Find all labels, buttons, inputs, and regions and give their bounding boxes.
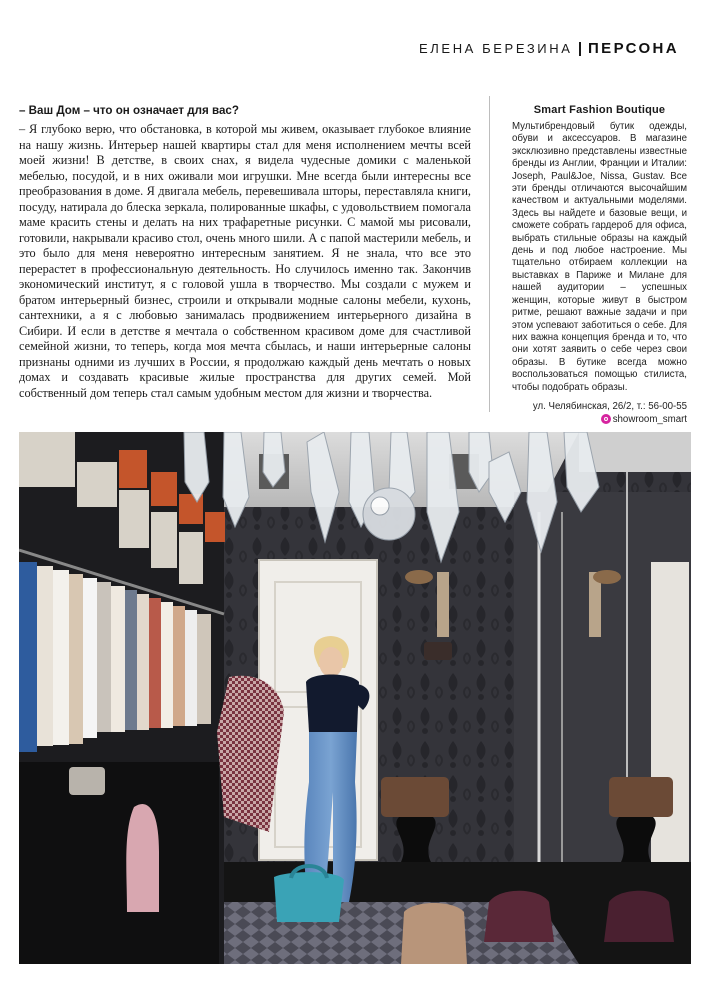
orange-box-2	[151, 472, 177, 506]
page-header	[419, 40, 679, 57]
garment-white-4	[185, 610, 197, 726]
garment-cream-2	[137, 594, 149, 730]
drawer-unit	[19, 762, 219, 964]
wall-hanger-left	[437, 572, 449, 637]
garment-beige	[69, 574, 83, 744]
garment-stone	[197, 614, 211, 724]
storage-box-5	[179, 532, 203, 584]
pink-scarf	[126, 804, 159, 912]
instagram-icon	[601, 414, 611, 424]
monogram-bag-left	[381, 777, 449, 817]
garment-white-3	[161, 602, 173, 728]
wardrobe-photo	[19, 432, 691, 964]
interview-question: – Ваш Дом – что он означает для вас?	[19, 104, 239, 117]
garment-white-1	[53, 570, 69, 745]
storage-box-3	[119, 490, 149, 548]
garment-white-2	[83, 578, 97, 738]
boutique-description: Мультибрендовый бутик одежды, обуви и аксессуаров. В магазине эксклюзивно представлены известные бренды из Англии, Франции и Италии: Joseph, Paul&Joe, Nissa, Gustav. Все эти бренды отличаются высочайшим качеством и актуальными моделями. Здесь вы найдете и базовые вещи, и сможете собрать гардероб для офиса, выбрать стильные образы на каждый день и под любое настроение. Мы тщательно отбираем коллекции на выставках в Париже и Милане для нашей аудитории – успешных женщин, которые живут в быстром ритме, решают важные задачи и при этом успевают заботиться о себе. Для них важна концепция бренда и то, что они хотят заявить о себе через свои образы. В бутике всегда можно воспользоваться помощью стилиста, чтобы подобрать образы.	[512, 121, 687, 393]
storage-box-2	[77, 462, 117, 507]
hat-left	[405, 570, 433, 584]
ceiling-right	[579, 432, 691, 472]
author-name: ЕЛЕНА БЕРЕЗИНА	[419, 41, 573, 56]
monogram-bag-right	[609, 777, 673, 817]
bag-on-drawers	[69, 767, 105, 795]
garment-cream-1	[37, 566, 53, 746]
garment-blue	[19, 562, 37, 752]
header-divider	[579, 42, 581, 56]
blue-handbag	[274, 872, 344, 922]
beige-bag-floor	[401, 903, 467, 964]
orange-box-4	[205, 512, 225, 542]
burgundy-bag-reflection	[604, 891, 674, 942]
orange-box-1	[119, 450, 147, 488]
garment-grey	[97, 582, 111, 732]
interview-answer: – Я глубоко верю, что обстановка, в которой мы живем, оказывает глубокое влияние на нашу жизнь. Интерьер нашей квартиры стал для меня исполнением мечты всей моей жизни! В детстве, в своих снах, я видела чудесные домики с маленькой мебелью, посудой, и в них оживали мои игрушки. Мне всегда были интересны все преобразования в доме. Я двигала мебель, перевешивала шторы, переставляла книги, посуду, натирала до блеска зеркала, полированные шкафы, с удовольствием помогала маме красить стены и делать на них трафаретные рисунки. С мамой мы рисовали, готовили, накрывали красиво стол, очень много шили. А с папой мастерили мебель, и это было для меня невероятно интересным занятием. Я не знала, что все это перерастет в профессиональную деятельность. Но случилось именно так. Закончив экономический институт, я с головой ушла в творчество. Мы создали с мужем и братом интерьерный бизнес, строили и открывали модные салоны мебели, кухонь, сантехники, а я с любовью занималась продвижением интерьерного дизайна в Сибири. И если в детстве я мечтала о собственном красивом доме для счастливой семейной жизни, то теперь, когда моя мечта сбылась, и наши интерьерные салоны признаны одними из лучших в России, я продолжаю каждый день мечтать о новых домах и создавать красивые жилые пространства для других семей. Мой собственный дом теперь стал самым удобным местом для жизни и творчества.	[19, 122, 471, 400]
boutique-instagram[interactable]	[512, 414, 687, 425]
boutique-sidebar	[512, 104, 687, 425]
small-bag-left	[424, 642, 452, 660]
garment-navy	[125, 590, 137, 730]
article-column	[19, 104, 471, 401]
garment-tan	[173, 606, 185, 726]
boutique-address: ул. Челябинская, 26/2, т.: 56-00-55	[532, 400, 687, 412]
column-divider	[489, 96, 490, 412]
garment-polka	[111, 586, 125, 732]
hat-right	[593, 570, 621, 584]
section-title: ПЕРСОНА	[587, 40, 679, 57]
boutique-title: Smart Fashion Boutique	[533, 104, 666, 116]
burgundy-bag	[484, 891, 554, 942]
storage-box-1	[19, 432, 75, 487]
storage-box-4	[151, 512, 177, 568]
instagram-handle[interactable]: showroom_smart	[612, 413, 687, 425]
garment-rust	[149, 598, 161, 728]
